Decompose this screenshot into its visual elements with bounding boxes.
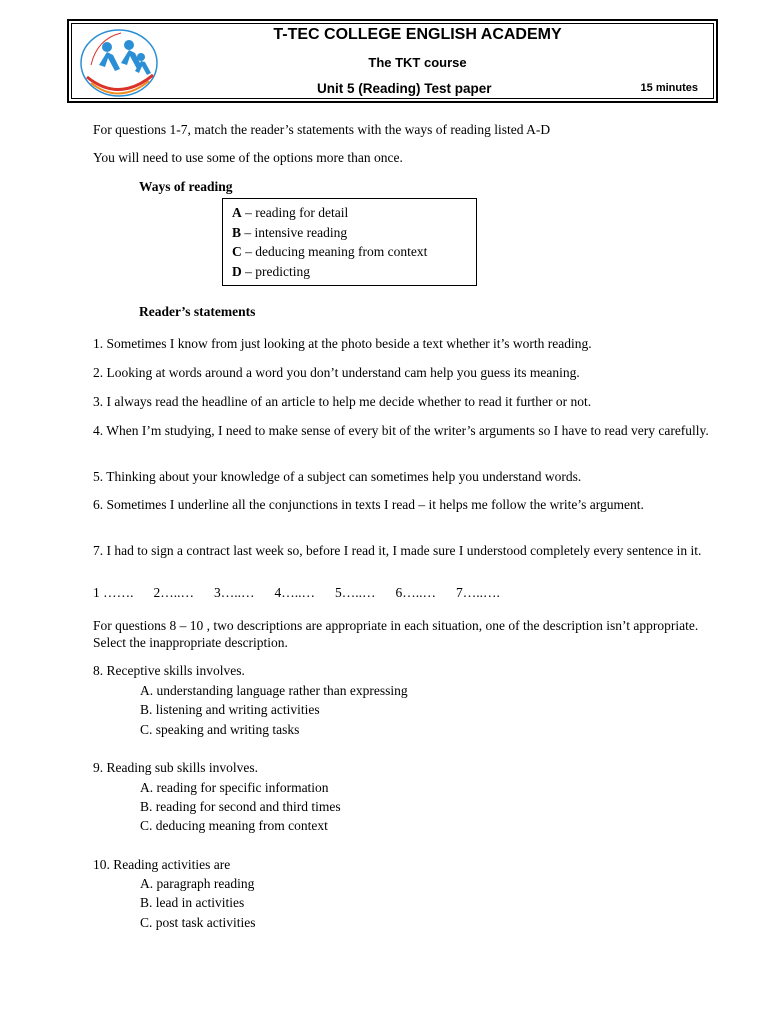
question-8-option-a[interactable]: A. understanding language rather than expressing bbox=[140, 683, 408, 698]
answer-blank-6[interactable]: 6…..… bbox=[395, 585, 436, 600]
answer-blank-5[interactable]: 5…..… bbox=[335, 585, 376, 600]
answer-blank-7[interactable]: 7…..…. bbox=[456, 585, 500, 600]
unit-title: Unit 5 (Reading) Test paper bbox=[317, 81, 492, 96]
part2-instructions: For questions 8 – 10 , two descriptions are appropriate in each situation, one of the description isn’t appropriate. Select the inappropriate description. bbox=[93, 618, 699, 650]
instruction-line-2: You will need to use some of the options more than once. bbox=[93, 150, 403, 165]
question-10-stem: 10. Reading activities are bbox=[93, 857, 231, 872]
question-8-option-b[interactable]: B. listening and writing activities bbox=[140, 702, 320, 717]
answer-blank-2[interactable]: 2…..… bbox=[153, 585, 194, 600]
way-option-b: B – intensive reading bbox=[232, 224, 348, 240]
question-9-option-c[interactable]: C. deducing meaning from context bbox=[140, 818, 328, 833]
statement-7: 7. I had to sign a contract last week so, before I read it, I made sure I understood completely every sentence in it. bbox=[93, 543, 702, 558]
course-name: The TKT course bbox=[368, 55, 467, 70]
statement-3: 3. I always read the headline of an article to help me decide whether to read it further or not. bbox=[93, 394, 592, 409]
question-9-stem: 9. Reading sub skills involves. bbox=[93, 760, 258, 775]
answer-blanks-row bbox=[93, 585, 520, 601]
college-title: T-TEC COLLEGE ENGLISH ACADEMY bbox=[273, 26, 562, 43]
way-option-d: D – predicting bbox=[232, 263, 310, 279]
answer-blank-1[interactable]: 1 ……. bbox=[93, 585, 134, 600]
header-box bbox=[67, 19, 718, 103]
question-8-option-c[interactable]: C. speaking and writing tasks bbox=[140, 722, 300, 737]
answer-blank-3[interactable]: 3…..… bbox=[214, 585, 255, 600]
question-10-option-c[interactable]: C. post task activities bbox=[140, 915, 256, 930]
way-option-c: C – deducing meaning from context bbox=[232, 244, 428, 259]
way-option-a: A – reading for detail bbox=[232, 205, 349, 220]
statements-heading: Reader’s statements bbox=[139, 304, 256, 319]
statement-2: 2. Looking at words around a word you don’t understand cam help you guess its meaning. bbox=[93, 365, 580, 380]
statement-6: 6. Sometimes I underline all the conjunctions in texts I read – it helps me follow the write’s argument. bbox=[93, 497, 644, 512]
question-10-option-b[interactable]: B. lead in activities bbox=[140, 895, 245, 910]
answer-blank-4[interactable]: 4…..… bbox=[274, 585, 315, 600]
question-9-option-a[interactable]: A. reading for specific information bbox=[140, 780, 329, 795]
instruction-line-1: For questions 1-7, match the reader’s statements with the ways of reading listed A-D bbox=[93, 122, 551, 137]
question-10-option-a[interactable]: A. paragraph reading bbox=[140, 876, 255, 891]
ways-heading: Ways of reading bbox=[139, 179, 233, 194]
question-8-stem: 8. Receptive skills involves. bbox=[93, 663, 245, 678]
statement-4: 4. When I’m studying, I need to make sense of every bit of the writer’s arguments so I have to read very carefully. bbox=[93, 423, 709, 438]
ways-of-reading-box bbox=[222, 198, 477, 286]
statement-1: 1. Sometimes I know from just looking at the photo beside a text whether it’s worth reading. bbox=[93, 336, 592, 351]
statement-5: 5. Thinking about your knowledge of a subject can sometimes help you understand words. bbox=[93, 469, 582, 484]
question-9-option-b[interactable]: B. reading for second and third times bbox=[140, 799, 341, 814]
time-limit: 15 minutes bbox=[640, 82, 698, 94]
